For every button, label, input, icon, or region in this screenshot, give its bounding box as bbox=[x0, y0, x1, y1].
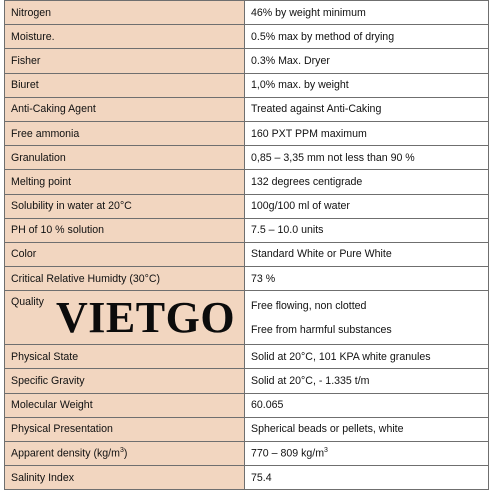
row-value: Solid at 20°C, - 1.335 t/m bbox=[245, 369, 489, 393]
row-key: Specific Gravity bbox=[5, 369, 245, 393]
table-row bbox=[5, 97, 489, 121]
row-key: Biuret bbox=[5, 73, 245, 97]
vietgo-watermark: VIETGO bbox=[56, 293, 236, 342]
table-row bbox=[5, 417, 489, 441]
row-value-line-1: Free flowing, non clotted bbox=[251, 299, 367, 312]
row-value: 100g/100 ml of water bbox=[245, 194, 489, 218]
row-value: 1,0% max. by weight bbox=[245, 73, 489, 97]
table-row bbox=[5, 146, 489, 170]
table-row bbox=[5, 267, 489, 291]
urea-spec-table bbox=[4, 0, 489, 490]
row-key: Salinity Index bbox=[5, 466, 245, 490]
row-key: Color bbox=[5, 242, 245, 266]
table-row bbox=[5, 369, 489, 393]
table-row bbox=[5, 218, 489, 242]
row-value: 60.065 bbox=[245, 393, 489, 417]
table-row bbox=[5, 194, 489, 218]
row-key: Molecular Weight bbox=[5, 393, 245, 417]
row-value: 75.4 bbox=[245, 466, 489, 490]
row-key: Moisture. bbox=[5, 25, 245, 49]
row-key: Nitrogen bbox=[5, 1, 245, 25]
table-row bbox=[5, 442, 489, 466]
row-value-line-2: Free from harmful substances bbox=[251, 323, 392, 336]
row-value: 46% by weight minimum bbox=[245, 1, 489, 25]
table-row bbox=[5, 242, 489, 266]
row-value: Standard White or Pure White bbox=[245, 242, 489, 266]
row-key: Fisher bbox=[5, 49, 245, 73]
row-key: Critical Relative Humidty (30°C) bbox=[5, 267, 245, 291]
table-row bbox=[5, 25, 489, 49]
table-row bbox=[5, 73, 489, 97]
row-key bbox=[5, 442, 245, 466]
table-row bbox=[5, 345, 489, 369]
row-key-end: ) bbox=[123, 447, 128, 460]
table-row bbox=[5, 291, 489, 345]
table-row bbox=[5, 466, 489, 490]
row-key: PH of 10 % solution bbox=[5, 218, 245, 242]
row-key: Anti-Caking Agent bbox=[5, 97, 245, 121]
row-value-superscript: 3 bbox=[324, 447, 328, 455]
row-value: Spherical beads or pellets, white bbox=[245, 417, 489, 441]
row-value: 0.3% Max. Dryer bbox=[245, 49, 489, 73]
row-key-superscript: 3 bbox=[119, 447, 124, 455]
row-key: Granulation bbox=[5, 146, 245, 170]
row-key: Melting point bbox=[5, 170, 245, 194]
table-row bbox=[5, 170, 489, 194]
row-value bbox=[245, 442, 489, 466]
row-key: Solubility in water at 20°C bbox=[5, 194, 245, 218]
row-key: Physical State bbox=[5, 345, 245, 369]
row-value: Solid at 20°C, 101 KPA white granules bbox=[245, 345, 489, 369]
row-value: 7.5 – 10.0 units bbox=[245, 218, 489, 242]
row-key: Physical Presentation bbox=[5, 417, 245, 441]
row-value: 0,85 – 3,35 mm not less than 90 % bbox=[245, 146, 489, 170]
row-value bbox=[245, 291, 489, 345]
table-row bbox=[5, 121, 489, 145]
table-row bbox=[5, 1, 489, 25]
spec-table-container bbox=[4, 0, 489, 490]
row-value-text: 770 – 809 kg/m bbox=[251, 447, 325, 460]
row-key-text: Apparent density (kg/m bbox=[11, 447, 120, 460]
row-value: 160 PXT PPM maximum bbox=[245, 121, 489, 145]
row-key: Free ammonia bbox=[5, 121, 245, 145]
row-value: 73 % bbox=[245, 267, 489, 291]
table-row bbox=[5, 49, 489, 73]
table-row bbox=[5, 393, 489, 417]
row-value: 0.5% max by method of drying bbox=[245, 25, 489, 49]
row-value: 132 degrees centigrade bbox=[245, 170, 489, 194]
row-value: Treated against Anti-Caking bbox=[245, 97, 489, 121]
row-key: Quality bbox=[5, 291, 245, 345]
